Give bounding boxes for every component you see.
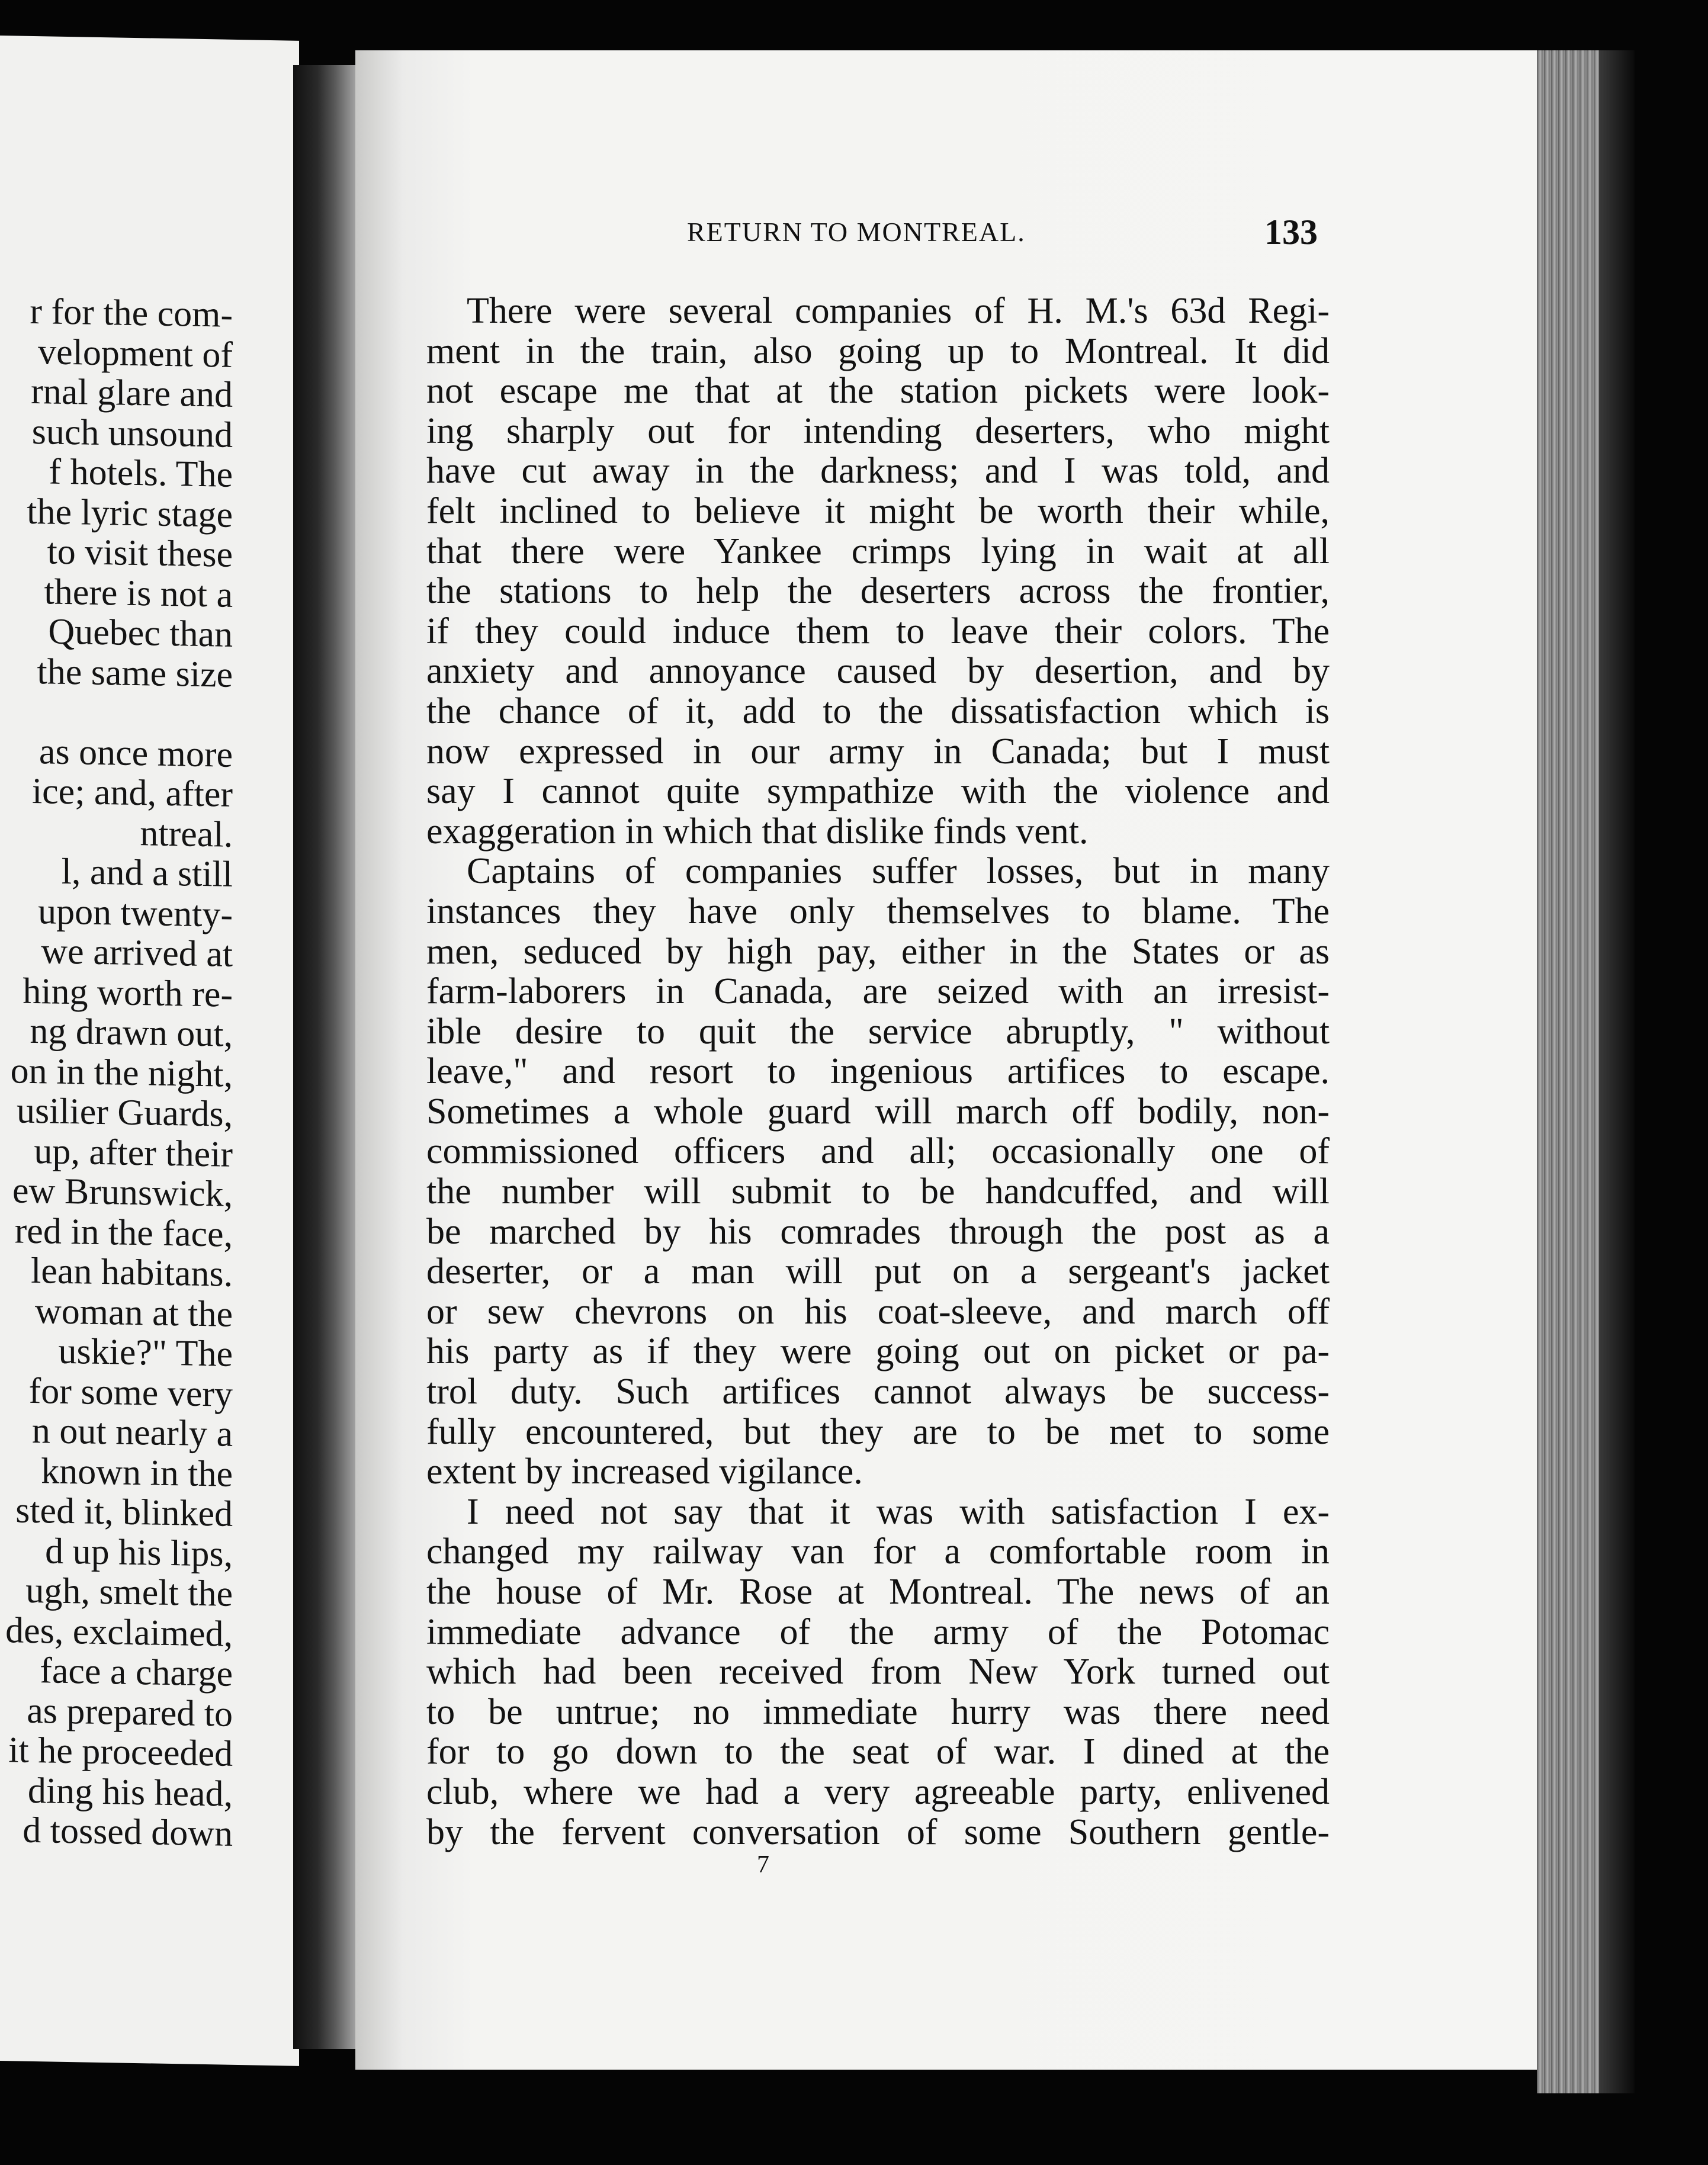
- left-line: on in the night,: [10, 1050, 233, 1095]
- left-line: l, and a still: [61, 851, 233, 895]
- left-line: d up his lips,: [45, 1530, 233, 1575]
- body-line: by the fervent conversation of some Southern gentle-: [426, 1811, 1330, 1852]
- left-line: such unsound: [31, 411, 233, 455]
- left-line: known in the: [41, 1450, 233, 1495]
- left-line: up, after their: [34, 1130, 233, 1175]
- running-head: RETURN TO MONTREAL.: [687, 217, 1026, 247]
- left-line: the same size: [37, 651, 233, 695]
- left-line: ding his head,: [27, 1770, 233, 1814]
- left-line: as prepared to: [27, 1690, 233, 1734]
- left-line: velopment of: [38, 331, 233, 375]
- left-line: r for the com-: [30, 291, 233, 335]
- body-line: ing sharply out for intending deserters, who might: [426, 410, 1330, 451]
- body-line: fully encountered, but they are to be met to some: [426, 1411, 1330, 1452]
- body-line: commissioned officers and all; occasionally one of: [426, 1131, 1330, 1172]
- body-line: the number will submit to be handcuffed, and will: [426, 1171, 1330, 1212]
- body-line: changed my railway van for a comfortable room in: [426, 1531, 1330, 1572]
- left-line: ntreal.: [140, 812, 233, 855]
- body-line: his party as if they were going out on picket or pa-: [426, 1331, 1330, 1372]
- left-line: des, exclaimed,: [5, 1610, 233, 1655]
- body-line: be marched by his comrades through the post as a: [426, 1211, 1330, 1252]
- body-line: say I cannot quite sympathize with the violence and: [426, 771, 1330, 812]
- body-line: now expressed in our army in Canada; but I must: [426, 731, 1330, 772]
- left-line: ugh, smelt the: [25, 1570, 233, 1614]
- body-line: immediate advance of the army of the Potomac: [426, 1611, 1330, 1652]
- body-line: have cut away in the darkness; and I was told, and: [426, 451, 1330, 492]
- body-line: not escape me that at the station pickets were look-: [426, 371, 1330, 412]
- left-line: sted it, blinked: [15, 1490, 233, 1534]
- left-line: for some very: [28, 1370, 233, 1415]
- body-line: or sew chevrons on his coat-sleeve, and march off: [426, 1291, 1330, 1332]
- left-line: ice; and, after: [31, 770, 233, 815]
- page-edges: [1537, 50, 1602, 2093]
- body-line: to be untrue; no immediate hurry was there need: [426, 1691, 1330, 1732]
- body-line: which had been received from New York turned out: [426, 1652, 1330, 1692]
- body-line: exaggeration in which that dislike finds vent.: [426, 811, 1089, 852]
- body-line: if they could induce them to leave their colors. The: [426, 611, 1330, 651]
- body-line: leave," and resort to ingenious artifices to escape.: [426, 1051, 1330, 1092]
- body-line: extent by increased vigilance.: [426, 1451, 863, 1492]
- page-number: 133: [1264, 213, 1318, 252]
- left-page: [0, 36, 299, 2066]
- body-line: men, seduced by high pay, either in the States or as: [426, 931, 1330, 972]
- book-gutter: [293, 65, 363, 2049]
- body-line: deserter, or a man will put on a sergeant's jacket: [426, 1251, 1330, 1292]
- left-line: f hotels. The: [49, 451, 233, 495]
- body-line: trol duty. Such artifices cannot always be success-: [426, 1371, 1330, 1412]
- left-line: woman at the: [34, 1290, 233, 1335]
- left-line: hing worth re-: [23, 971, 233, 1015]
- body-line: Captains of companies suffer losses, but in many: [467, 851, 1330, 892]
- body-text: [426, 291, 1330, 1852]
- left-page-text: [0, 290, 233, 1854]
- body-line: that there were Yankee crimps lying in wait at all: [426, 531, 1330, 571]
- left-line: ew Brunswick,: [12, 1170, 233, 1215]
- left-line: n out nearly a: [31, 1410, 233, 1454]
- left-line: there is not a: [44, 571, 233, 615]
- left-line: d tossed down: [23, 1810, 233, 1854]
- left-line: upon twenty-: [38, 891, 233, 935]
- body-line: ment in the train, also going up to Montreal. It did: [426, 330, 1330, 371]
- left-line: face a charge: [40, 1650, 233, 1694]
- body-line: farm-laborers in Canada, are seized with an irresist-: [426, 971, 1330, 1012]
- left-line: Quebec than: [48, 611, 233, 655]
- body-line: ible desire to quit the service abruptly, " without: [426, 1011, 1330, 1052]
- body-line: for to go down to the seat of war. I dined at the: [426, 1732, 1330, 1772]
- left-line: rnal glare and: [31, 371, 233, 415]
- body-line: the chance of it, add to the dissatisfaction which is: [426, 690, 1330, 731]
- left-line: [0, 690, 233, 735]
- left-line: ng drawn out,: [30, 1010, 233, 1055]
- left-line: as once more: [38, 731, 233, 775]
- left-line: to visit these: [47, 531, 233, 575]
- body-line: Sometimes a whole guard will march off bodily, non-: [426, 1091, 1330, 1132]
- body-line: instances they have only themselves to blame. The: [426, 891, 1330, 931]
- body-line: anxiety and annoyance caused by desertion, and by: [426, 651, 1330, 692]
- left-line: the lyric stage: [27, 491, 233, 535]
- signature-mark: 7: [757, 1851, 769, 1878]
- body-line: There were several companies of H. M.'s 63d Regi-: [467, 291, 1330, 331]
- left-line: uskie?" The: [58, 1331, 233, 1374]
- left-line: usilier Guards,: [16, 1090, 233, 1135]
- body-line: club, where we had a very agreeable party, enlivened: [426, 1771, 1330, 1812]
- left-line: we arrived at: [41, 931, 233, 975]
- left-line: it he proceeded: [8, 1730, 233, 1774]
- body-line: I need not say that it was with satisfaction I ex-: [467, 1491, 1330, 1532]
- page-edges-shadow: [1599, 50, 1635, 2093]
- left-line: lean habitans.: [31, 1250, 233, 1294]
- body-line: the house of Mr. Rose at Montreal. The news of an: [426, 1572, 1330, 1612]
- left-line: red in the face,: [14, 1210, 233, 1255]
- body-line: felt inclined to believe it might be worth their while,: [426, 490, 1330, 531]
- body-line: the stations to help the deserters across the frontier,: [426, 571, 1330, 612]
